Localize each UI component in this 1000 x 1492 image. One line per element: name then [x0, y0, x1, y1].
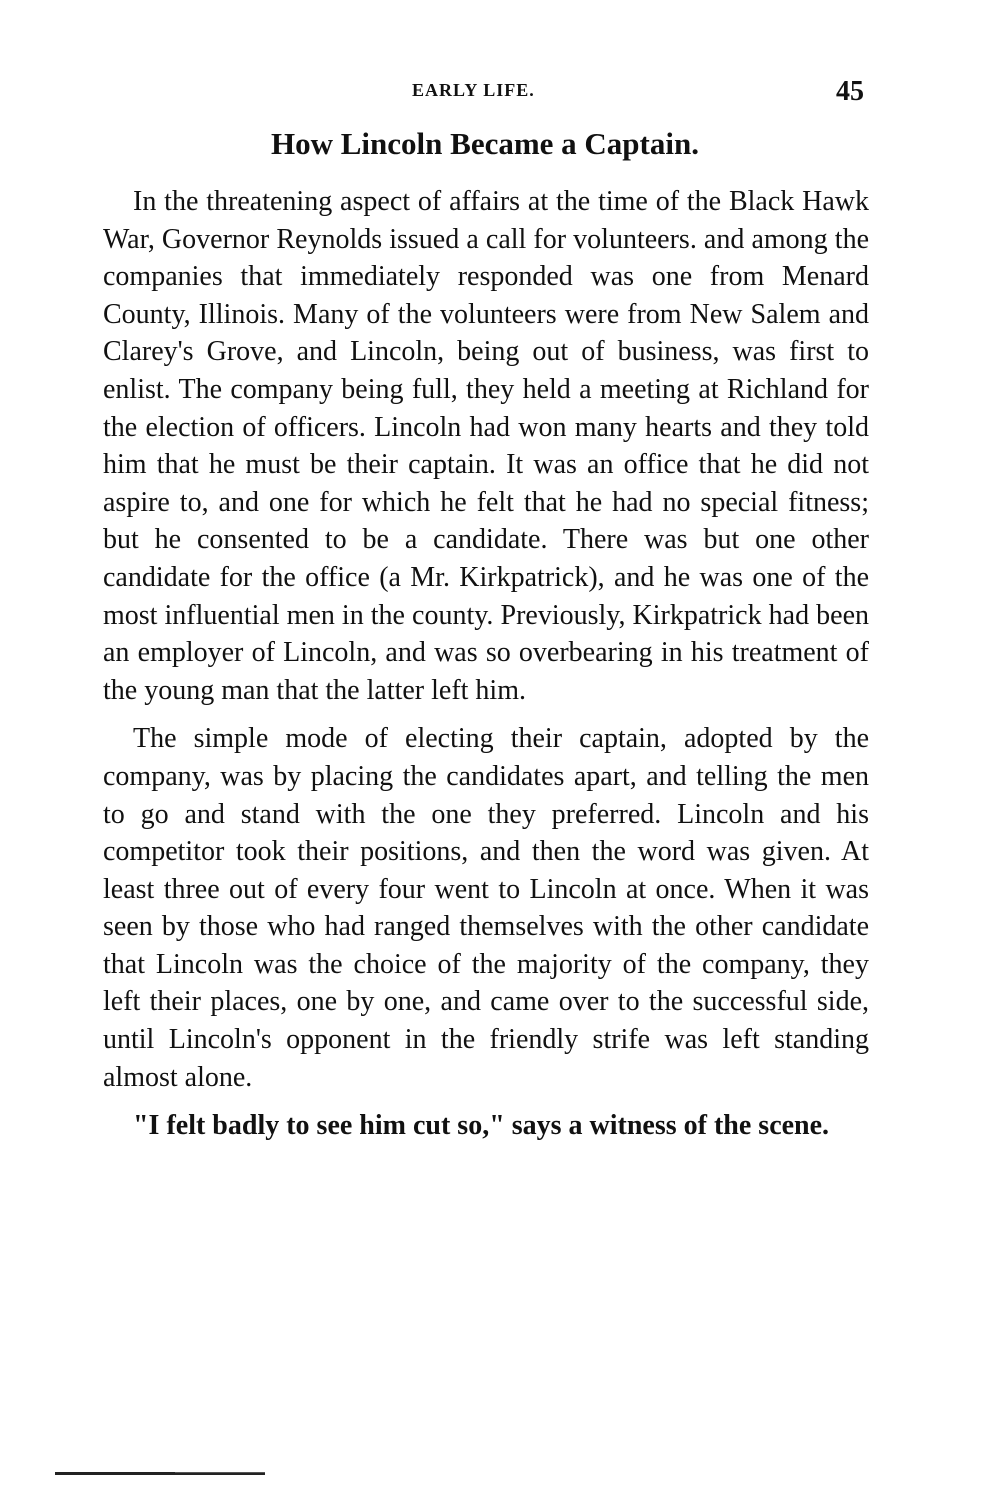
running-title: EARLY LIFE.	[412, 80, 535, 100]
chapter-heading: How Lincoln Became a Captain.	[271, 126, 699, 161]
running-head	[0, 76, 1000, 106]
paragraph: "I felt badly to see him cut so," says a witness of the scene.	[133, 1110, 830, 1142]
body-text	[103, 183, 869, 1145]
footer-rule	[55, 1472, 265, 1475]
paragraph: In the threatening aspect of affairs at the time of the Black Hawk War, Governor Reynolds issued a call for volunteers. and among the companies that immediately responded was one from Menard County, Illinois. Many of the volunteers were from New Salem and Clarey's Grove, and Lincoln, being out of business, was first to enlist. The company being full, they held a meeting at Richland for the election of officers. Lincoln had won many hearts and they told him that he must be their captain. It was an office that he did not aspire to, and one for which he felt that he had no special fitness; but he consented to be a candidate. There was but one other candidate for the office (a Mr. Kirkpatrick), and he was one of the most influential men in the county. Previously, Kirkpatrick had been an employer of Lincoln, and was so overbearing in his treatment of the young man that the latter left him.	[103, 186, 869, 706]
paragraph: The simple mode of electing their captain, adopted by the company, was by placing the candidates apart, and telling the men to go and stand with the one they preferred. Lincoln and his competitor took their positions, and then the word was given. At least three out of every four went to Lincoln at once. When it was seen by those who had ranged themselves with the other candidate that Lincoln was the choice of the majority of the company, they left their places, one by one, and came over to the successful side, until Lincoln's opponent in the friendly strife was left standing almost alone.	[103, 723, 869, 1093]
page-number: 45	[836, 76, 864, 107]
